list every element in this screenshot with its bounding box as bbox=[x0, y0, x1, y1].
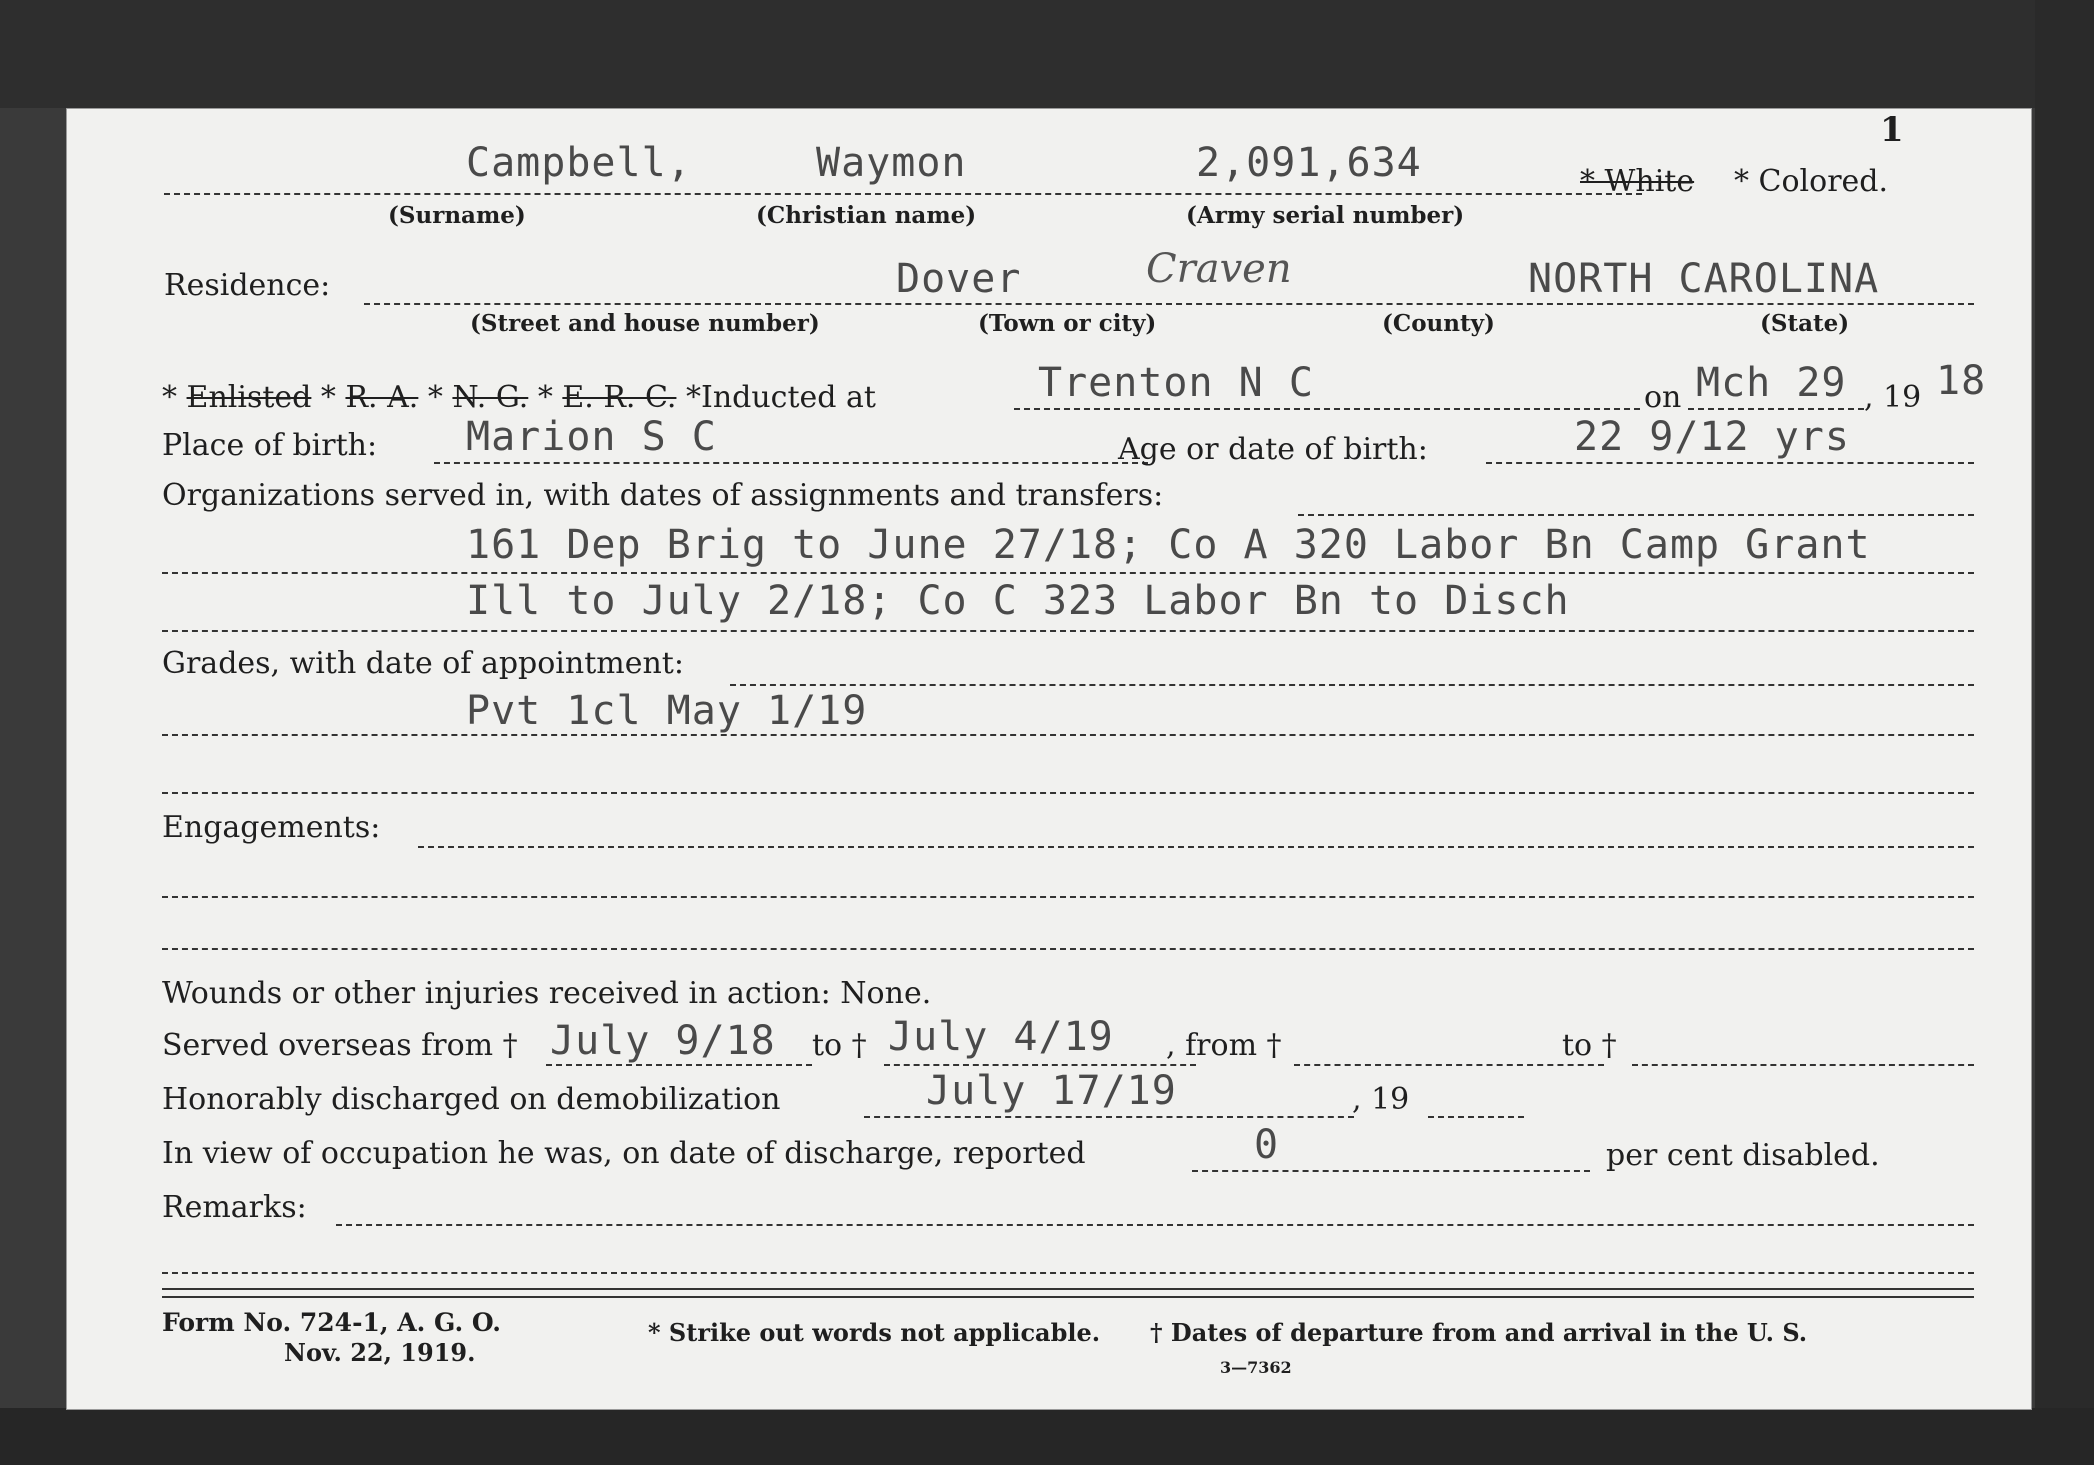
name-line bbox=[164, 193, 1642, 195]
grades-line-0 bbox=[730, 684, 1974, 686]
enlistment-type-row: * Enlisted * R. A. * N. G. * E. R. C. *Inducted at bbox=[162, 380, 876, 415]
engagements-label: Engagements: bbox=[162, 810, 381, 845]
engagements-line-0 bbox=[418, 846, 1974, 848]
overseas-to-line bbox=[884, 1064, 1196, 1066]
induction-date-line bbox=[1688, 408, 1864, 410]
scanner-background-bottom bbox=[0, 1408, 2094, 1465]
overseas-from2-label: , from † bbox=[1166, 1028, 1282, 1063]
engagements-line-2 bbox=[162, 948, 1974, 950]
overseas-to2-line bbox=[1632, 1064, 1974, 1066]
overseas-label: Served overseas from † bbox=[162, 1028, 518, 1063]
overseas-from-value: July 9/18 bbox=[550, 1018, 776, 1064]
residence-county-value: Craven bbox=[1146, 246, 1292, 292]
organizations-line-0 bbox=[1298, 514, 1974, 516]
overseas-to2-label: to † bbox=[1562, 1028, 1617, 1063]
discharge-year-line bbox=[1428, 1116, 1524, 1118]
ng-label: N. G. bbox=[452, 380, 529, 415]
induction-on-label: on bbox=[1644, 380, 1682, 415]
discharge-label: Honorably discharged on demobilization bbox=[162, 1082, 781, 1117]
disability-line bbox=[1192, 1170, 1590, 1172]
residence-town-value: Dover bbox=[896, 256, 1022, 302]
christian-name-value: Waymon bbox=[816, 140, 967, 186]
wounds-text: Wounds or other injuries received in action: None. bbox=[162, 976, 932, 1011]
organizations-entry-1: 161 Dep Brig to June 27/18; Co A 320 Labor Bn Camp Grant bbox=[466, 522, 1871, 568]
induction-date-value: Mch 29 bbox=[1696, 360, 1847, 406]
ra-label: R. A. bbox=[345, 380, 419, 415]
remarks-label: Remarks: bbox=[162, 1190, 307, 1225]
overseas-to-label: to † bbox=[812, 1028, 867, 1063]
surname-value: Campbell, bbox=[466, 140, 692, 186]
footer-rule-1 bbox=[162, 1288, 1974, 1290]
race-white-label: * White bbox=[1580, 164, 1695, 199]
remarks-line-1 bbox=[162, 1272, 1974, 1274]
induction-place-value: Trenton N C bbox=[1038, 360, 1314, 406]
discharge-year-label: , 19 bbox=[1352, 1082, 1410, 1117]
residence-state-value: NORTH CAROLINA bbox=[1528, 256, 1880, 302]
card-number: 1 bbox=[1880, 110, 1904, 150]
residence-label: Residence: bbox=[164, 268, 331, 303]
form-number: Form No. 724-1, A. G. O. bbox=[162, 1308, 501, 1337]
surname-caption: (Surname) bbox=[388, 202, 526, 229]
print-code: 3—7362 bbox=[1220, 1358, 1292, 1377]
race-colored-label: * Colored. bbox=[1734, 164, 1889, 199]
induction-year-label: , 19 bbox=[1864, 380, 1922, 415]
scanner-background-right bbox=[2035, 0, 2094, 1465]
footer-rule-2 bbox=[162, 1296, 1974, 1298]
town-caption: (Town or city) bbox=[978, 310, 1157, 337]
organizations-line-2 bbox=[162, 630, 1974, 632]
remarks-line-0 bbox=[336, 1224, 1974, 1226]
discharge-date-line bbox=[864, 1116, 1354, 1118]
dates-note: † Dates of departure from and arrival in the U. S. bbox=[1150, 1318, 1808, 1347]
state-caption: (State) bbox=[1760, 310, 1850, 337]
disability-value: 0 bbox=[1254, 1122, 1280, 1168]
scanner-background-top bbox=[0, 0, 2094, 108]
overseas-from-line bbox=[546, 1064, 812, 1066]
erc-label: E. R. C. bbox=[562, 380, 677, 415]
disability-label: In view of occupation he was, on date of discharge, reported bbox=[162, 1136, 1086, 1171]
inducted-label: *Inducted at bbox=[685, 380, 876, 415]
engagements-line-1 bbox=[162, 896, 1974, 898]
form-date: Nov. 22, 1919. bbox=[284, 1338, 476, 1367]
overseas-from2-line bbox=[1294, 1064, 1604, 1066]
birth-place-label: Place of birth: bbox=[162, 428, 378, 463]
street-caption: (Street and house number) bbox=[470, 310, 820, 337]
organizations-line-1 bbox=[162, 572, 1974, 574]
induction-place-line bbox=[1014, 408, 1640, 410]
serial-number-value: 2,091,634 bbox=[1196, 140, 1422, 186]
organizations-label: Organizations served in, with dates of assignments and transfers: bbox=[162, 478, 1164, 513]
age-value: 22 9/12 yrs bbox=[1574, 414, 1850, 460]
age-label: Age or date of birth: bbox=[1118, 432, 1428, 467]
age-line bbox=[1486, 462, 1974, 464]
residence-line bbox=[364, 303, 1974, 305]
strike-note: * Strike out words not applicable. bbox=[648, 1318, 1101, 1347]
induction-year-value: 18 bbox=[1936, 358, 1987, 404]
overseas-to-value: July 4/19 bbox=[888, 1014, 1114, 1060]
disability-suffix: per cent disabled. bbox=[1606, 1138, 1880, 1173]
christian-name-caption: (Christian name) bbox=[756, 202, 977, 229]
grades-line-1 bbox=[162, 734, 1974, 736]
enlisted-label: Enlisted bbox=[186, 380, 312, 415]
serial-number-caption: (Army serial number) bbox=[1186, 202, 1465, 229]
grades-entry-1: Pvt 1cl May 1/19 bbox=[466, 688, 868, 734]
organizations-entry-2: Ill to July 2/18; Co C 323 Labor Bn to Disch bbox=[466, 578, 1570, 624]
birth-place-value: Marion S C bbox=[466, 414, 717, 460]
discharge-date-value: July 17/19 bbox=[926, 1068, 1177, 1114]
grades-label: Grades, with date of appointment: bbox=[162, 646, 684, 681]
county-caption: (County) bbox=[1382, 310, 1495, 337]
birth-place-line bbox=[434, 462, 1148, 464]
grades-line-2 bbox=[162, 792, 1974, 794]
service-record-card bbox=[66, 108, 2032, 1410]
